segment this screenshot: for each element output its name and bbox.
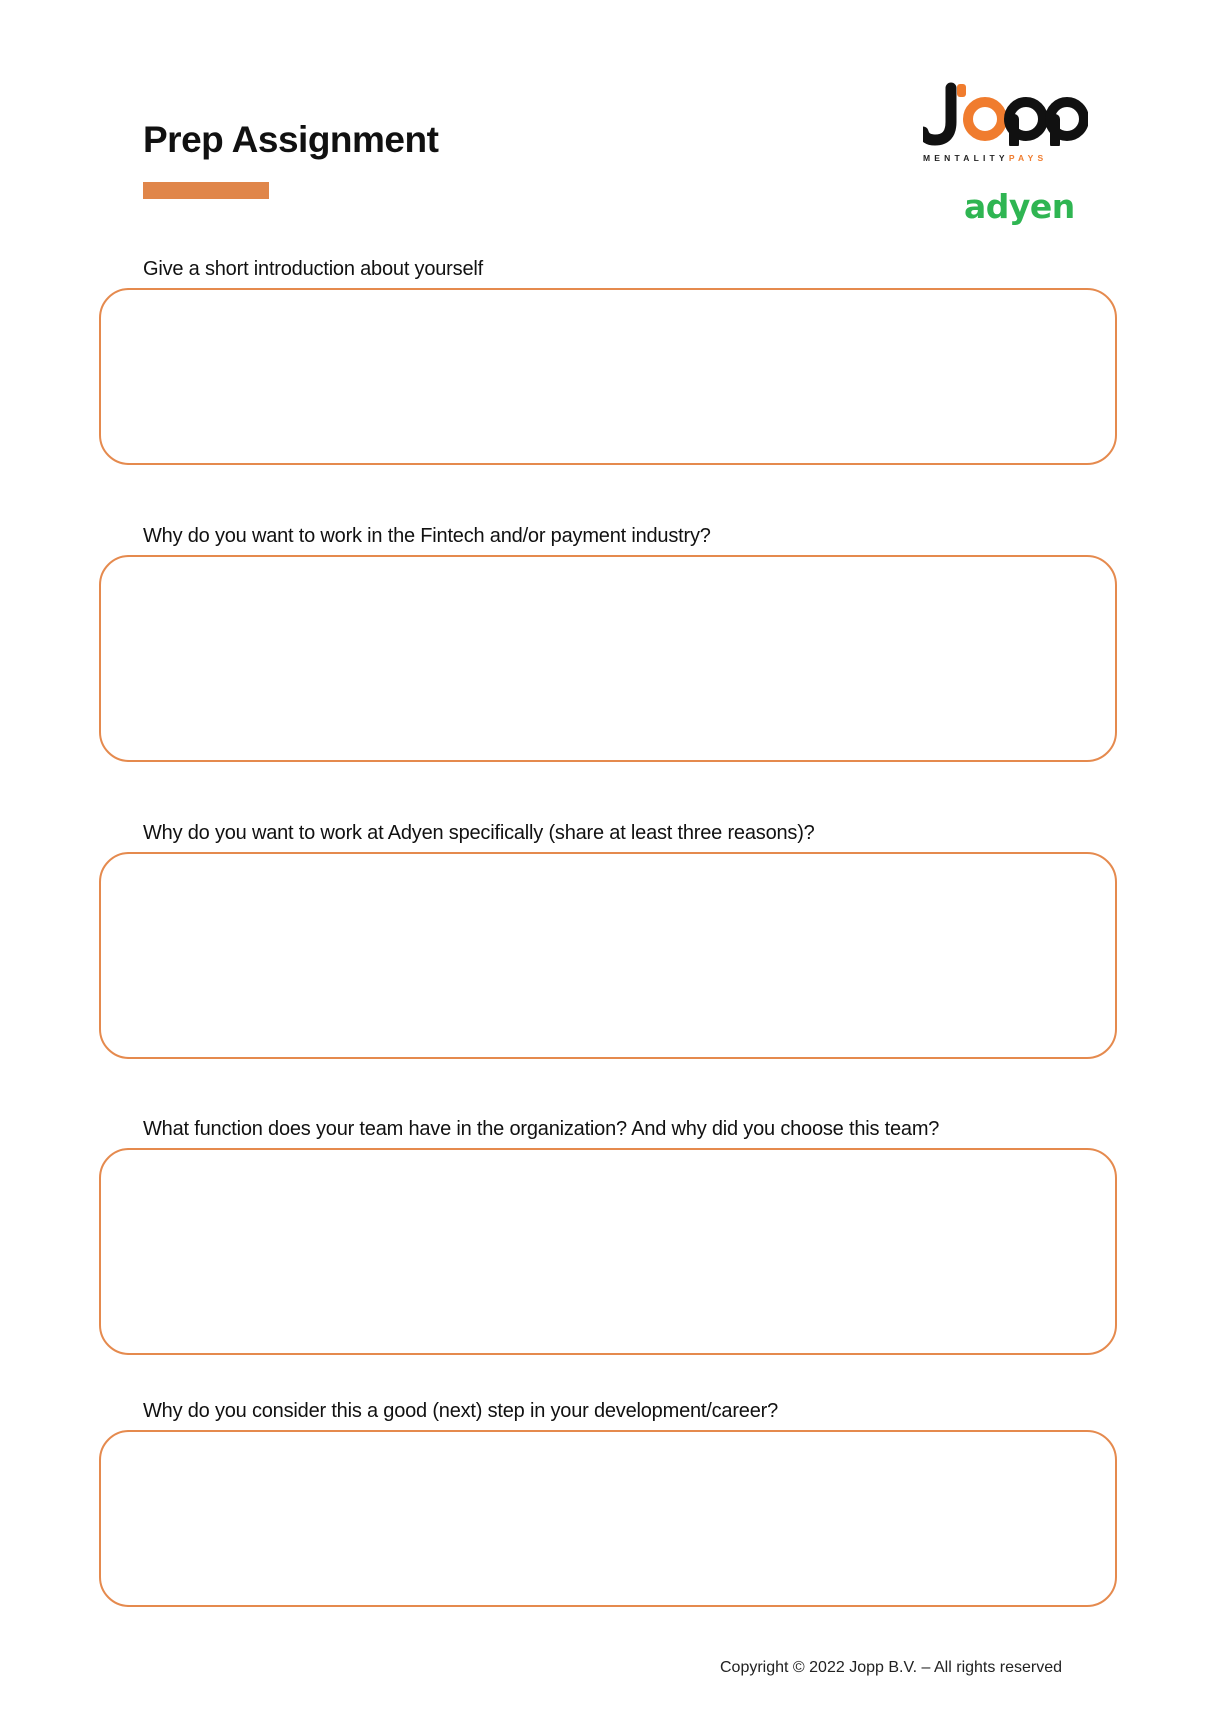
question-5-label: Why do you consider this a good (next) step in your development/career? <box>143 1400 779 1422</box>
jopp-tagline-pays: PAYS <box>1008 153 1048 163</box>
jopp-tagline <box>923 153 1088 163</box>
jopp-wordmark-icon <box>923 82 1088 146</box>
jopp-tagline-mentality: MENTALITY <box>923 153 1009 163</box>
title-accent-bar <box>143 182 269 199</box>
answer-box-3[interactable] <box>99 852 1117 1059</box>
answer-box-2[interactable] <box>99 555 1117 762</box>
answer-box-4[interactable] <box>99 1148 1117 1355</box>
footer-copyright: Copyright © 2022 Jopp B.V. – All rights reserved <box>720 1659 1063 1676</box>
question-2-label: Why do you want to work in the Fintech and/or payment industry? <box>143 525 711 547</box>
jopp-logo <box>923 82 1088 164</box>
question-4-label: What function does your team have in the organization? And why did you choose this team? <box>143 1118 940 1140</box>
question-3-label: Why do you want to work at Adyen specifically (share at least three reasons)? <box>143 822 815 844</box>
adyen-logo: adyen <box>964 187 1075 226</box>
answer-box-5[interactable] <box>99 1430 1117 1607</box>
question-1-label: Give a short introduction about yourself <box>143 258 483 280</box>
page-title: Prep Assignment <box>143 119 439 160</box>
answer-box-1[interactable] <box>99 288 1117 465</box>
